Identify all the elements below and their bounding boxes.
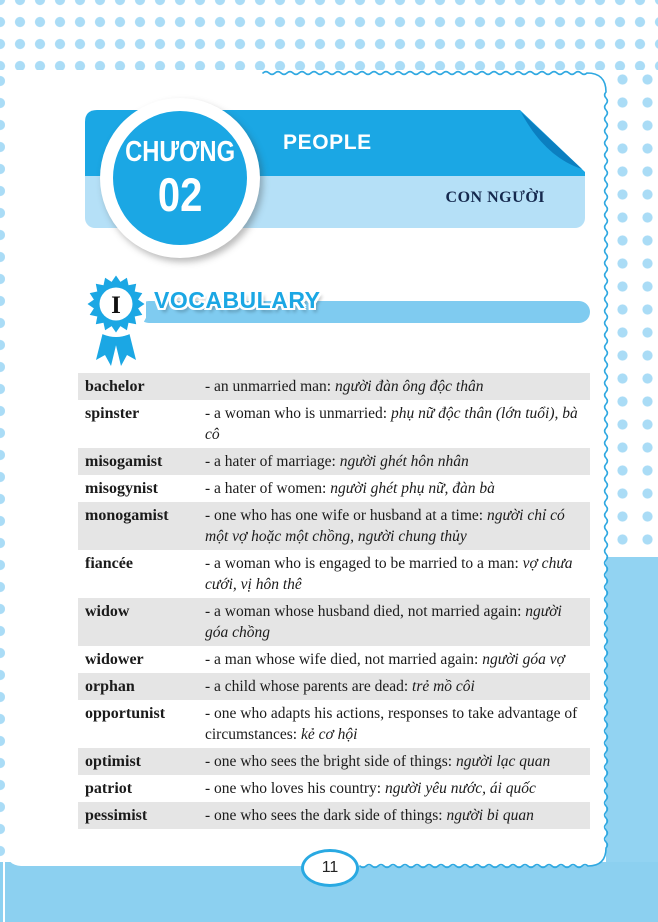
ribbon-tail-right bbox=[114, 332, 136, 366]
vocab-word: spinster bbox=[85, 405, 140, 422]
chapter-subtitle: CON NGƯỜI bbox=[445, 189, 545, 206]
vocab-definition bbox=[205, 505, 590, 547]
vocab-definition bbox=[205, 403, 590, 445]
award-ribbon-icon bbox=[86, 274, 146, 374]
definition-english: - one who adapts his actions, responses to take advantage of circumstances: bbox=[205, 705, 578, 743]
definition-english: - a woman who is unmarried: bbox=[205, 405, 391, 422]
vocab-word: misogamist bbox=[85, 453, 163, 470]
dot-pattern-top bbox=[0, 0, 658, 70]
dot-pattern-right bbox=[610, 68, 658, 557]
chapter-badge-inner bbox=[113, 111, 247, 245]
vocab-word: widower bbox=[85, 651, 144, 668]
dot-pattern-left-edge bbox=[0, 70, 5, 862]
definition-vietnamese: người góa chồng bbox=[205, 603, 562, 641]
vocab-word: fiancée bbox=[85, 555, 133, 572]
vocab-definition bbox=[205, 553, 590, 595]
definition-vietnamese: người lạc quan bbox=[455, 753, 551, 770]
definition-english: - one who sees the bright side of things: bbox=[205, 753, 456, 770]
vocab-row bbox=[78, 448, 590, 475]
definition-vietnamese: vợ chưa cưới, vị hôn thê bbox=[205, 555, 573, 593]
definition-english: - a woman who is engaged to be married to a man: bbox=[205, 555, 523, 572]
definition-vietnamese: người bi quan bbox=[446, 807, 534, 824]
vocab-word: optimist bbox=[85, 753, 141, 770]
definition-vietnamese: phụ nữ độc thân (lớn tuổi), bà cô bbox=[205, 405, 578, 443]
section-index: I bbox=[111, 292, 121, 319]
section-title: VOCABULARY bbox=[154, 287, 321, 313]
definition-vietnamese: người ghét phụ nữ, đàn bà bbox=[330, 480, 495, 497]
definition-vietnamese: người ghét hôn nhân bbox=[339, 453, 469, 470]
vocab-word: patriot bbox=[85, 780, 133, 797]
vocab-row bbox=[78, 550, 590, 598]
vocab-row bbox=[78, 373, 590, 400]
vocab-row bbox=[78, 598, 590, 646]
vocab-definition bbox=[205, 649, 590, 670]
vocab-row bbox=[78, 475, 590, 502]
definition-english: - a hater of marriage: bbox=[205, 453, 340, 470]
vocab-definition bbox=[205, 703, 590, 745]
vocab-word: widow bbox=[85, 603, 130, 620]
vocab-row bbox=[78, 502, 590, 550]
definition-english: - a man whose wife died, not married again: bbox=[205, 651, 483, 668]
vocab-definition bbox=[205, 376, 590, 397]
vocab-word: pessimist bbox=[85, 807, 148, 824]
vocab-row bbox=[78, 673, 590, 700]
definition-vietnamese: người chỉ có một vợ hoặc một chồng, người chung thủy bbox=[205, 507, 565, 545]
vocab-row bbox=[78, 400, 590, 448]
vocab-word: orphan bbox=[85, 678, 135, 695]
definition-english: - one who loves his country: bbox=[205, 780, 385, 797]
page-number: 11 bbox=[321, 859, 339, 876]
vocab-word: monogamist bbox=[85, 507, 169, 524]
vocab-word: misogynist bbox=[85, 480, 158, 497]
vocab-definition bbox=[205, 676, 590, 697]
definition-english: - an unmarried man: bbox=[205, 378, 335, 395]
vocab-definition bbox=[205, 751, 590, 772]
definition-english: - one who sees the dark side of things: bbox=[205, 807, 447, 824]
footer-bar-left-gap bbox=[3, 862, 5, 922]
vocab-row bbox=[78, 775, 590, 802]
vocab-row bbox=[78, 646, 590, 673]
vocab-definition bbox=[205, 805, 590, 826]
vocab-row bbox=[78, 700, 590, 748]
vocab-word: opportunist bbox=[85, 705, 166, 722]
definition-vietnamese: trẻ mồ côi bbox=[412, 678, 475, 695]
definition-vietnamese: kẻ cơ hội bbox=[300, 726, 358, 743]
definition-english: - a woman whose husband died, not married again: bbox=[205, 603, 526, 620]
vocab-definition bbox=[205, 601, 590, 643]
chapter-title: PEOPLE bbox=[283, 131, 372, 154]
definition-vietnamese: người yêu nước, ái quốc bbox=[384, 780, 536, 797]
vocab-definition bbox=[205, 478, 590, 499]
vocab-definition bbox=[205, 451, 590, 472]
definition-english: - one who has one wife or husband at a time: bbox=[205, 507, 487, 524]
vocab-row bbox=[78, 748, 590, 775]
chapter-label: CHƯƠNG bbox=[124, 136, 236, 168]
vocab-row bbox=[78, 802, 590, 829]
vocab-word: bachelor bbox=[85, 378, 145, 395]
chapter-badge bbox=[100, 98, 260, 258]
vocab-definition bbox=[205, 778, 590, 799]
page-number-badge bbox=[301, 849, 359, 887]
vocab-table bbox=[78, 373, 590, 829]
definition-english: - a hater of women: bbox=[205, 480, 331, 497]
chapter-number: 02 bbox=[157, 168, 203, 221]
definition-vietnamese: người đàn ông độc thân bbox=[334, 378, 484, 395]
definition-vietnamese: người góa vợ bbox=[482, 651, 565, 668]
definition-english: - a child whose parents are dead: bbox=[205, 678, 413, 695]
